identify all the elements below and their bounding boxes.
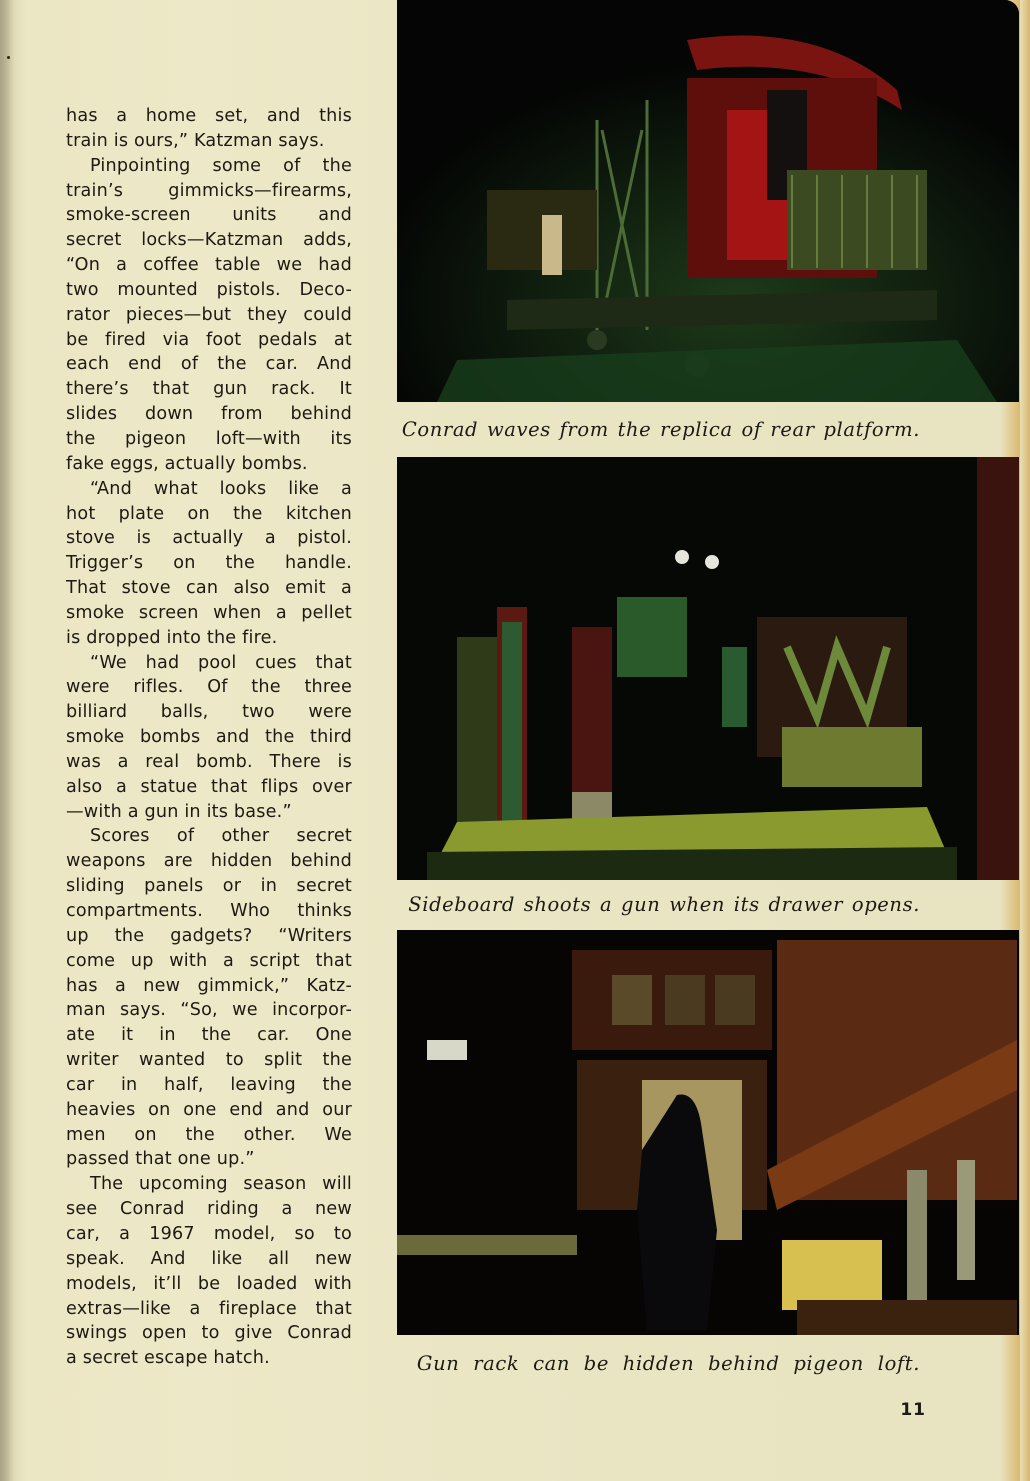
article-line: a secret escape hatch. [66,1348,270,1369]
page-number: 11 [900,1400,926,1420]
article-line: were rifles. Of the three [66,677,352,698]
article-line: is dropped into the fire. [66,627,278,648]
article-line: smoke bombs and the third [66,727,352,748]
photo-gun-rack [397,930,1019,1335]
print-speck [7,56,10,59]
article-line: car, a 1967 model, so to [66,1223,352,1244]
article-line: “On a coffee table we had [66,255,352,276]
article-line: secret locks—Katzman adds, [66,230,352,251]
article-line: train is ours,” Katzman says. [66,130,325,151]
photo-caption: Sideboard shoots a gun when its drawer opens. [408,893,920,916]
photo-gun-rack-image [397,930,1019,1335]
article-line: also a statue that flips over [66,776,352,797]
article-line: writer wanted to split the [66,1050,352,1071]
page-edge [1020,0,1030,1481]
article-paragraph [66,154,352,477]
article-paragraph [66,824,352,1172]
article-line: The upcoming season will [90,1174,352,1195]
article-line: swings open to give Conrad [66,1323,352,1344]
article-line: fake eggs, actually bombs. [66,453,308,474]
gutter-shadow [0,0,14,1481]
article-line: slides down from behind [66,404,352,425]
article-line: extras—like a fireplace that [66,1298,352,1319]
article-line: train’s gimmicks—firearms, [66,180,352,201]
article-line: has a home set, and this [66,106,352,126]
article-paragraph [66,651,352,825]
photo-rear-platform [397,0,1019,402]
article-line: “And what looks like a [90,478,352,499]
article-line: men on the other. We [66,1124,352,1145]
photo-caption: Gun rack can be hidden behind pigeon loft. [416,1352,920,1375]
article-paragraph [66,477,352,651]
article-line: be fired via foot pedals at [66,329,352,350]
article-line: smoke screen when a pellet [66,602,352,623]
article-line: two mounted pistols. Deco- [66,279,352,300]
article-paragraph [66,1172,352,1371]
photo-rear-platform-image [397,0,1019,402]
article-line: compartments. Who thinks [66,901,352,921]
photo-sideboard-image [397,457,1019,880]
article-line: billiard balls, two were [66,702,352,723]
article-line: car in half, leaving the [66,1074,352,1095]
article-line: smoke-screen units and [66,205,352,226]
article-line: passed that one up.” [66,1149,255,1170]
article-line: stove is actually a pistol. [66,528,352,549]
article-line: hot plate on the kitchen [66,503,352,524]
article-line: heavies on one end and our [66,1099,352,1120]
article-line: man says. “So, we incorpor- [66,1000,352,1021]
article-line: sliding panels or in secret [66,876,352,897]
photo-sideboard-interior [397,457,1019,880]
article-line: models, it’ll be loaded with [66,1273,352,1294]
article-line: ate it in the car. One [66,1025,352,1046]
article-line: the pigeon loft—with its [66,428,352,449]
article-line: was a real bomb. There is [66,751,352,772]
article-line: Scores of other secret [90,826,352,847]
article-line: That stove can also emit a [66,578,352,599]
article-line: has a new gimmick,” Katz- [66,975,352,996]
article-line: Pinpointing some of the [90,155,352,176]
article-paragraph [66,104,352,154]
article-line: rator pieces—but they could [66,304,352,325]
article-line: Trigger’s on the handle. [66,553,352,574]
article-line: see Conrad riding a new [66,1199,352,1220]
article-text-column [66,104,352,1371]
article-line: up the gadgets? “Writers [66,925,352,946]
article-line: there’s that gun rack. It [66,379,352,400]
article-line: speak. And like all new [66,1248,352,1269]
article-line: “We had pool cues that [90,652,352,673]
photo-caption: Conrad waves from the replica of rear platform. [401,418,920,441]
article-line: come up with a script that [66,950,352,971]
article-line: weapons are hidden behind [66,851,352,872]
article-line: —with a gun in its base.” [66,801,292,822]
article-line: each end of the car. And [66,354,352,375]
